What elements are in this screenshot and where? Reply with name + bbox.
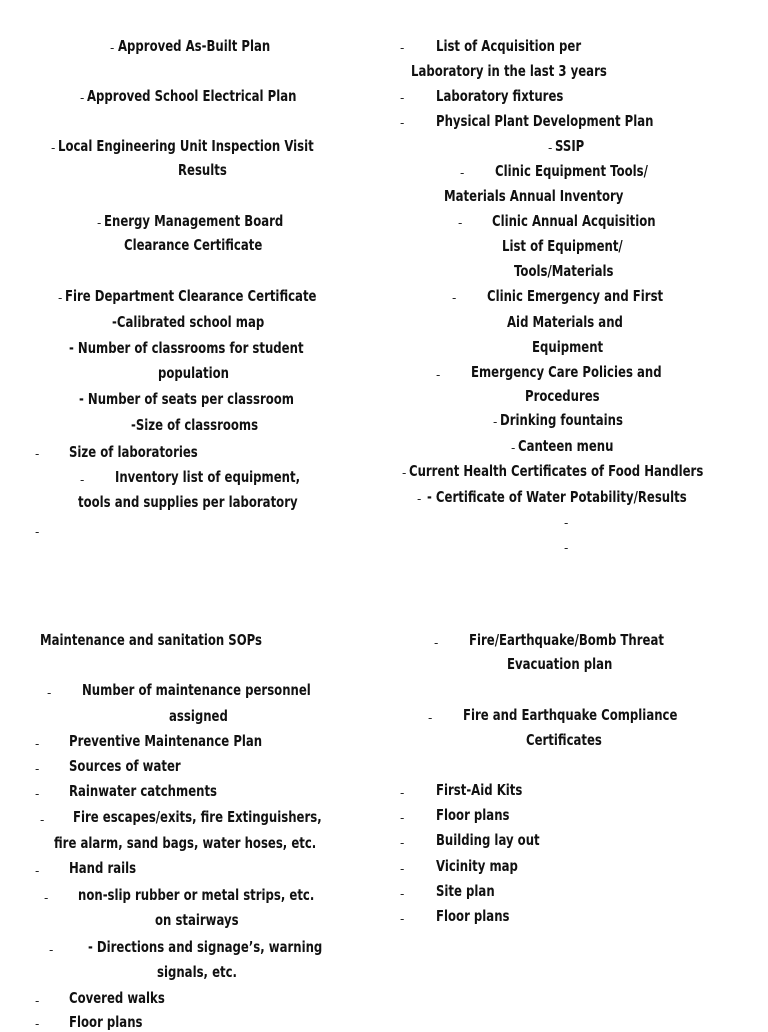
bullet: - [35,1017,40,1031]
list-item: Fire/Earthquake/Bomb Threat [469,631,664,649]
bullet: - [428,711,433,725]
bullet: - [58,291,63,305]
bullet: - [35,525,40,539]
list-item: Sources of water [69,757,181,775]
list-item: Canteen menu [518,437,614,455]
bullet: - [80,473,85,487]
bullet: - [400,811,405,825]
bullet: - [110,41,115,55]
bullet: - [35,447,40,461]
list-item: Clinic Annual Acquisition [492,212,656,230]
list-item: Results [178,161,227,179]
list-item: fire alarm, sand bags, water hoses, etc. [54,834,317,852]
list-item: - Number of seats per classroom [79,390,294,408]
bullet: - [400,836,405,850]
list-item: Approved School Electrical Plan [87,87,297,105]
list-item: Materials Annual Inventory [444,187,624,205]
list-item: SSIP [555,137,585,155]
list-item: Floor plans [436,907,510,925]
bullet: - [35,994,40,1008]
list-item: Energy Management Board [104,212,284,230]
list-item: Covered walks [69,989,165,1007]
bullet: - [417,492,422,506]
list-item: Emergency Care Policies and [471,363,662,381]
list-item: population [158,364,230,382]
bullet: - [80,91,85,105]
list-item: Floor plans [69,1013,143,1031]
top-left-section [0,0,384,560]
list-item: Inventory list of equipment, [115,468,301,486]
list-item: List of Acquisition per [436,37,582,55]
bottom-left-section [0,600,384,1031]
bullet: - [511,441,516,455]
section-heading: Maintenance and sanitation SOPs [40,631,263,649]
bullet: - [400,116,405,130]
bullet: - [51,141,56,155]
list-item: Clinic Emergency and First [487,287,664,305]
list-item: Floor plans [436,806,510,824]
list-item: Tools/Materials [514,262,614,280]
list-item: Aid Materials and [507,313,623,331]
bullet: - [460,166,465,180]
list-item: Laboratory fixtures [436,87,564,105]
list-item: List of Equipment/ [502,237,623,255]
list-item: on stairways [155,911,239,929]
bullet: - [436,368,441,382]
bullet: - [49,943,54,957]
bullet: - [400,41,405,55]
bullet: - [400,91,405,105]
list-item: Fire escapes/exits, fire Extinguishers, [73,808,322,826]
list-item: Number of maintenance personnel [82,681,311,699]
list-item: Vicinity map [436,857,518,875]
bullet: - [35,737,40,751]
list-item: Current Health Certificates of Food Handlers [409,462,704,480]
top-right-section [384,0,768,560]
list-item: signals, etc. [157,963,237,981]
list-item: - Number of classrooms for student [69,339,304,357]
bullet: - [458,216,463,230]
list-item: - Certificate of Water Potability/Results [427,488,687,506]
list-item: non-slip rubber or metal strips, etc. [78,886,315,904]
bullet: - [452,291,457,305]
bullet: - [564,541,569,555]
bullet: - [548,141,553,155]
list-item: assigned [169,707,228,725]
list-item: Rainwater catchments [69,782,218,800]
list-item: Local Engineering Unit Inspection Visit [58,137,314,155]
bullet: - [434,636,439,650]
bullet: - [40,813,45,827]
list-item: Approved As-Built Plan [118,37,271,55]
list-item: -Calibrated school map [112,313,265,331]
bullet: - [400,912,405,926]
list-item: Site plan [436,882,495,900]
bullet: - [35,864,40,878]
list-item: Certificates [526,731,602,749]
bullet: - [400,786,405,800]
bullet: - [564,516,569,530]
list-item: Drinking fountains [500,411,623,429]
list-item: First-Aid Kits [436,781,523,799]
bullet: - [400,887,405,901]
bullet: - [402,466,407,480]
list-item: Laboratory in the last 3 years [411,62,607,80]
bullet: - [97,216,102,230]
list-item: Equipment [532,338,604,356]
list-item: Size of laboratories [69,443,198,461]
list-item: Preventive Maintenance Plan [69,732,263,750]
list-item: Fire Department Clearance Certificate [65,287,317,305]
list-item: Fire and Earthquake Compliance [463,706,678,724]
list-item: Clearance Certificate [124,236,263,254]
list-item: Procedures [525,387,600,405]
list-item: Clinic Equipment Tools/ [495,162,648,180]
list-item: Building lay out [436,831,540,849]
bullet: - [35,787,40,801]
bottom-right-section [384,600,768,1024]
bullet: - [35,762,40,776]
list-item: Evacuation plan [507,655,613,673]
list-item: Hand rails [69,859,137,877]
bullet: - [44,891,49,905]
bullet: - [400,862,405,876]
list-item: - Directions and signage’s, warning [88,938,323,956]
list-item: -Size of classrooms [131,416,259,434]
bullet: - [493,415,498,429]
list-item: tools and supplies per laboratory [78,493,298,511]
bullet: - [47,686,52,700]
list-item: Physical Plant Development Plan [436,112,654,130]
